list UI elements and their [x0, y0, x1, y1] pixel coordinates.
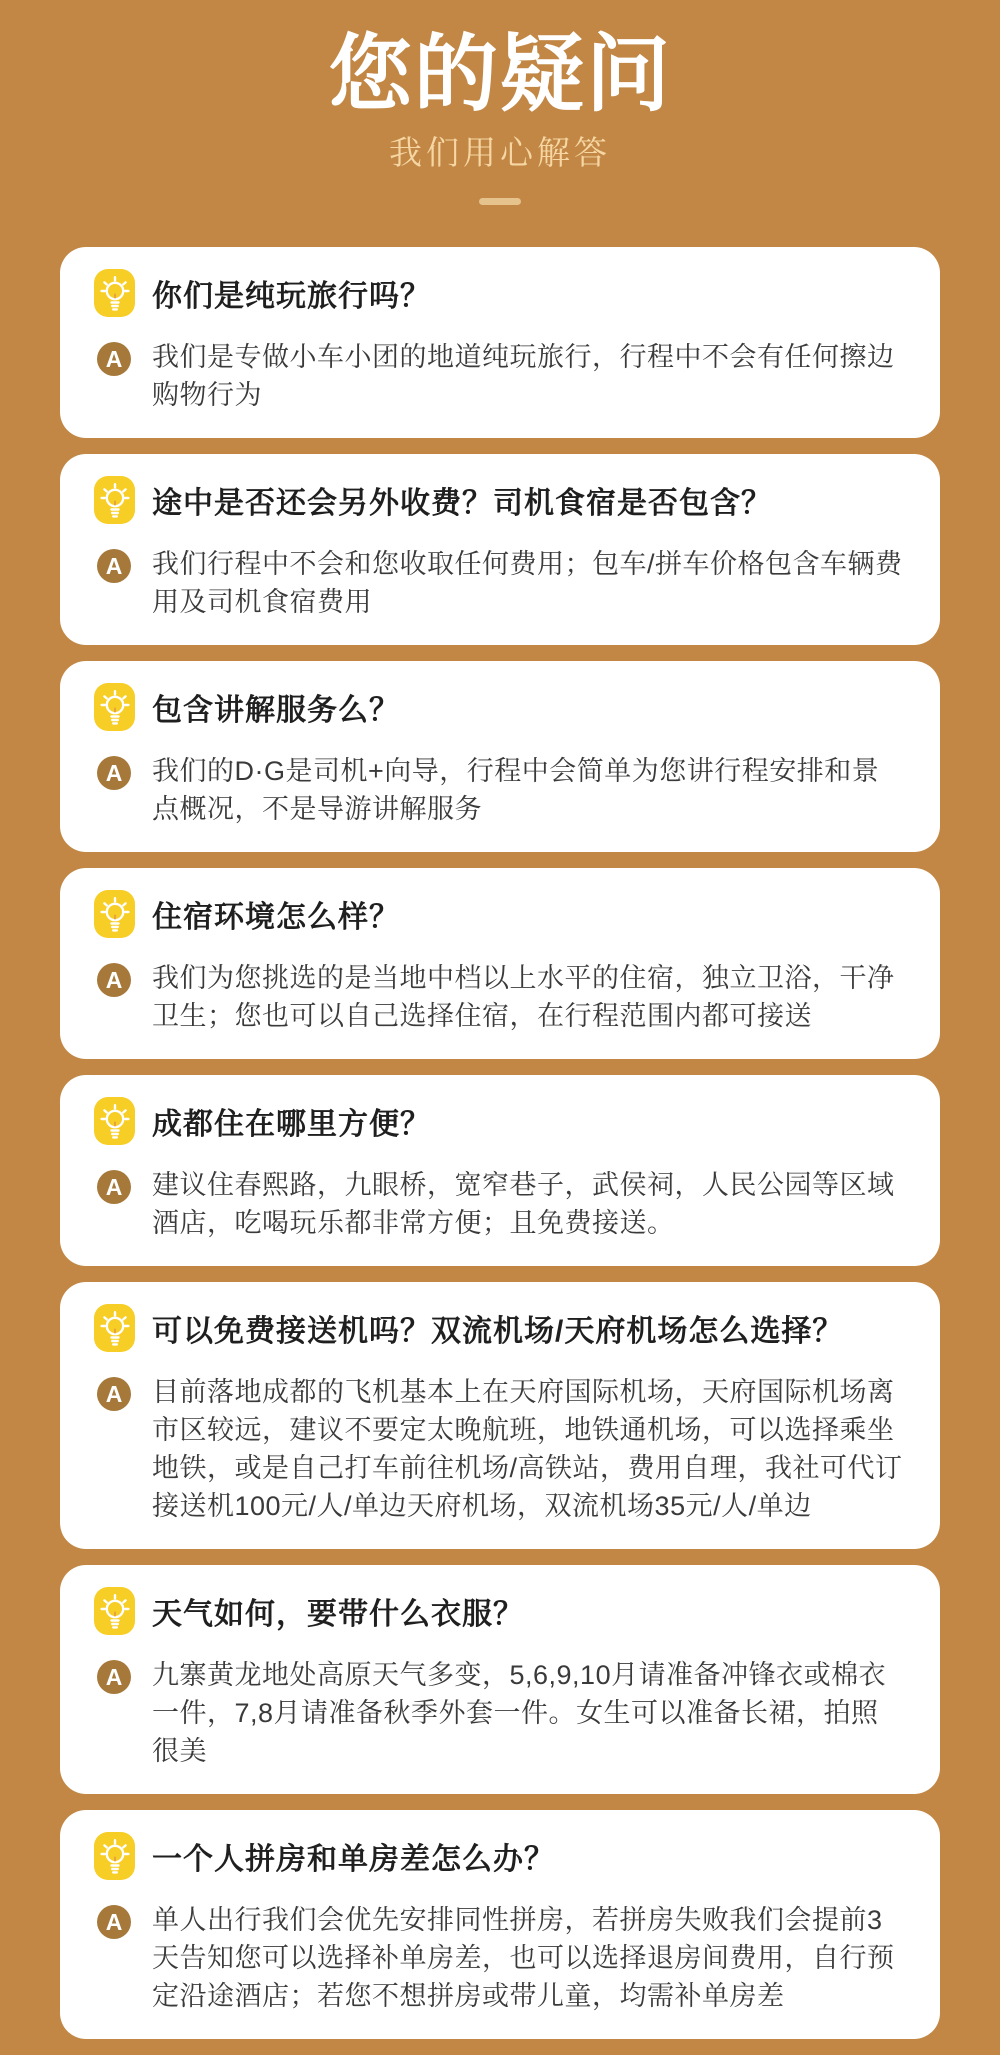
answer-a-icon: A	[97, 342, 131, 376]
faq-question: 天气如何，要带什么衣服？	[152, 1598, 524, 1631]
answer-a-icon: A	[97, 1377, 131, 1411]
answer-row	[94, 752, 906, 828]
question-row	[94, 1832, 906, 1880]
faq-question: 住宿环境怎么样？	[152, 901, 400, 934]
faq-card	[60, 868, 940, 1059]
faq-answer: 我们是专做小车小团的地道纯玩旅行，行程中不会有任何擦边购物行为	[152, 342, 895, 410]
faq-question: 可以免费接送机吗？双流机场/天府机场怎么选择？	[152, 1315, 844, 1348]
answer-row	[94, 545, 906, 621]
question-row	[94, 890, 906, 938]
lightbulb-icon	[94, 1832, 135, 1880]
faq-question: 包含讲解服务么？	[152, 694, 400, 727]
answer-a-icon: A	[97, 963, 131, 997]
page-header	[0, 0, 1000, 205]
lightbulb-icon	[94, 1304, 135, 1352]
page-subtitle: 我们用心解答	[389, 134, 611, 171]
question-row	[94, 1587, 906, 1635]
faq-answer: 九寨黄龙地处高原天气多变，5,6,9,10月请准备冲锋衣或棉衣一件，7,8月请准备秋季外套一件。女生可以准备长裙，拍照很美	[152, 1660, 887, 1766]
answer-a-icon: A	[97, 549, 131, 583]
lightbulb-icon	[94, 1097, 135, 1145]
faq-card	[60, 1565, 940, 1794]
lightbulb-icon	[94, 1587, 135, 1635]
answer-row	[94, 1656, 906, 1770]
lightbulb-icon	[94, 476, 135, 524]
faq-question: 成都住在哪里方便？	[152, 1108, 431, 1141]
faq-question: 途中是否还会另外收费？司机食宿是否包含？	[152, 487, 772, 520]
faq-answer: 我们行程中不会和您收取任何费用；包车/拼车价格包含车辆费用及司机食宿费用	[152, 549, 903, 617]
question-row	[94, 683, 906, 731]
faq-answer: 单人出行我们会优先安排同性拼房，若拼房失败我们会提前3天告知您可以选择补单房差，也可以选择退房间费用，自行预定沿途酒店；若您不想拼房或带儿童，均需补单房差	[152, 1905, 895, 2011]
question-row	[94, 476, 906, 524]
header-divider	[479, 198, 521, 205]
answer-row	[94, 959, 906, 1035]
answer-a-icon: A	[97, 756, 131, 790]
answer-a-icon: A	[97, 1170, 131, 1204]
answer-row	[94, 1373, 906, 1525]
lightbulb-icon	[94, 890, 135, 938]
question-row	[94, 1097, 906, 1145]
faq-card	[60, 661, 940, 852]
answer-row	[94, 1901, 906, 2015]
answer-row	[94, 1166, 906, 1242]
lightbulb-icon	[94, 269, 135, 317]
faq-answer: 我们为您挑选的是当地中档以上水平的住宿，独立卫浴，干净卫生；您也可以自己选择住宿，在行程范围内都可接送	[152, 963, 895, 1031]
answer-row	[94, 338, 906, 414]
lightbulb-icon	[94, 683, 135, 731]
answer-a-icon: A	[97, 1660, 131, 1694]
faq-answer: 我们的D·G是司机+向导，行程中会简单为您讲行程安排和景点概况，不是导游讲解服务	[152, 756, 880, 824]
faq-card	[60, 247, 940, 438]
faq-question: 你们是纯玩旅行吗？	[152, 280, 431, 313]
answer-a-icon: A	[97, 1905, 131, 1939]
faq-card	[60, 454, 940, 645]
question-row	[94, 269, 906, 317]
faq-answer: 建议住春熙路，九眼桥，宽窄巷子，武侯祠，人民公园等区域酒店，吃喝玩乐都非常方便；且免费接送。	[152, 1170, 895, 1238]
faq-answer: 目前落地成都的飞机基本上在天府国际机场，天府国际机场离市区较远，建议不要定太晚航班，地铁通机场，可以选择乘坐地铁，或是自己打车前往机场/高铁站，费用自理，我社可代订接送机100元/人/单边天府机场，双流机场35元/人/单边	[152, 1377, 903, 1521]
page-title: 您的疑问	[327, 27, 672, 121]
faq-card	[60, 1282, 940, 1549]
faq-card	[60, 1075, 940, 1266]
faq-card	[60, 1810, 940, 2039]
faq-question: 一个人拼房和单房差怎么办？	[152, 1843, 555, 1876]
question-row	[94, 1304, 906, 1352]
faq-list	[0, 205, 1000, 2055]
